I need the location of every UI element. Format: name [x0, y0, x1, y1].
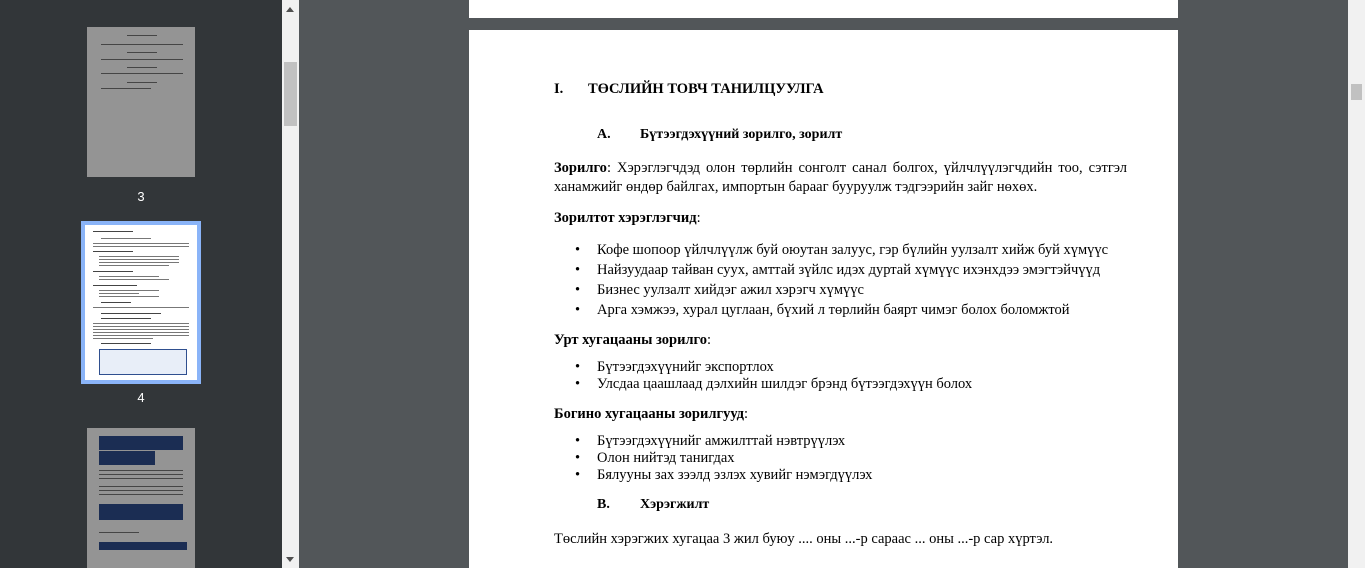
long-term-heading [554, 331, 1127, 350]
subsection-title: Бүтээгдэхүүний зорилго, зорилт [640, 127, 843, 142]
list-item: • Кофе шопоор үйлчлүүлж буй оюутан залуус, гэр бүлийн уулзалт хийж буй хүмүүс [554, 240, 1127, 260]
thumbnail-dim-overlay [87, 27, 195, 177]
thumbnail-page-label: 4 [137, 390, 145, 405]
thumbnail-page-label: 3 [137, 189, 145, 204]
section-title: ТӨСЛИЙН ТОВЧ ТАНИЛЦУУЛГА [588, 81, 824, 97]
goal-paragraph [554, 159, 1127, 197]
section-heading [554, 81, 1127, 98]
colon: : [707, 332, 712, 348]
sidebar-scrollbar[interactable] [282, 0, 299, 568]
target-label: Зорилтот хэрэглэгчид [554, 210, 697, 226]
list-item: • Найзуудаар тайван суух, амттай зүйлс идэх дуртай хүмүүс ихэнхдээ эмэгтэйчүүд [554, 260, 1127, 280]
thumbnail-page-5[interactable] [87, 428, 195, 568]
target-heading [554, 209, 1127, 228]
list-item: • Бизнес уулзалт хийдэг ажил хэрэгч хүмүүс [554, 280, 1127, 300]
sidebar-scrollbar-thumb[interactable] [284, 62, 297, 126]
thumbnail-page-4[interactable] [85, 225, 197, 380]
short-term-list [554, 433, 1127, 484]
short-term-label: Богино хугацааны зорилгууд [554, 406, 744, 422]
thumbnail-dim-overlay [87, 428, 195, 568]
previous-page [469, 0, 1178, 18]
thumbnail-page-3[interactable] [87, 27, 195, 177]
document-page [469, 30, 1178, 568]
long-term-list [554, 359, 1127, 393]
implementation-paragraph: Төслийн хэрэгжих хугацаа 3 жил буюу .... оны ...-р сараас ... оны ...-р сар хүртэл. [554, 531, 1054, 547]
document-scrollbar-thumb[interactable] [1351, 84, 1362, 100]
thumbnail-table [99, 349, 187, 375]
document-scrollbar[interactable] [1348, 0, 1365, 568]
target-list [554, 240, 1127, 320]
subsection-title: Хэрэгжилт [640, 497, 710, 512]
goal-label: Зорилго [554, 160, 607, 176]
long-term-label: Урт хугацааны зорилго [554, 332, 708, 348]
scroll-up-arrow-icon[interactable] [286, 7, 294, 12]
goal-text: : Хэрэглэгчдэд олон төрлийн сонголт санал болгох, үйлчлүүлэгчдийн тоо, сэтгэл ханамжийг өндөр байлгах, импортын барааг бууруулж тэдгээрийн зайг нөхөх. [554, 160, 1127, 195]
colon: : [696, 210, 701, 226]
subsection-number: B. [597, 497, 610, 512]
list-item: • Олон нийтэд танигдах [554, 450, 1127, 467]
list-item: • Бүтээгдэхүүнийг экспортлох [554, 359, 1127, 376]
subsection-number: A. [597, 127, 611, 142]
short-term-heading [554, 405, 1127, 424]
list-item: • Арга хэмжээ, хурал цуглаан, бүхий л төрлийн баярт чимэг болох боломжтой [554, 300, 1127, 320]
section-number: I. [554, 81, 564, 97]
colon: : [744, 406, 749, 422]
list-item: • Улсдаа цаашлаад дэлхийн шилдэг брэнд бүтээгдэхүүн болох [554, 376, 1127, 393]
thumbnail-sidebar [0, 0, 282, 568]
list-item: • Бүтээгдэхүүнийг амжилттай нэвтрүүлэх [554, 433, 1127, 450]
scroll-down-arrow-icon[interactable] [286, 557, 294, 562]
list-item: • Бялууны зах зээлд эзлэх хувийг нэмэгдүүлэх [554, 467, 1127, 484]
